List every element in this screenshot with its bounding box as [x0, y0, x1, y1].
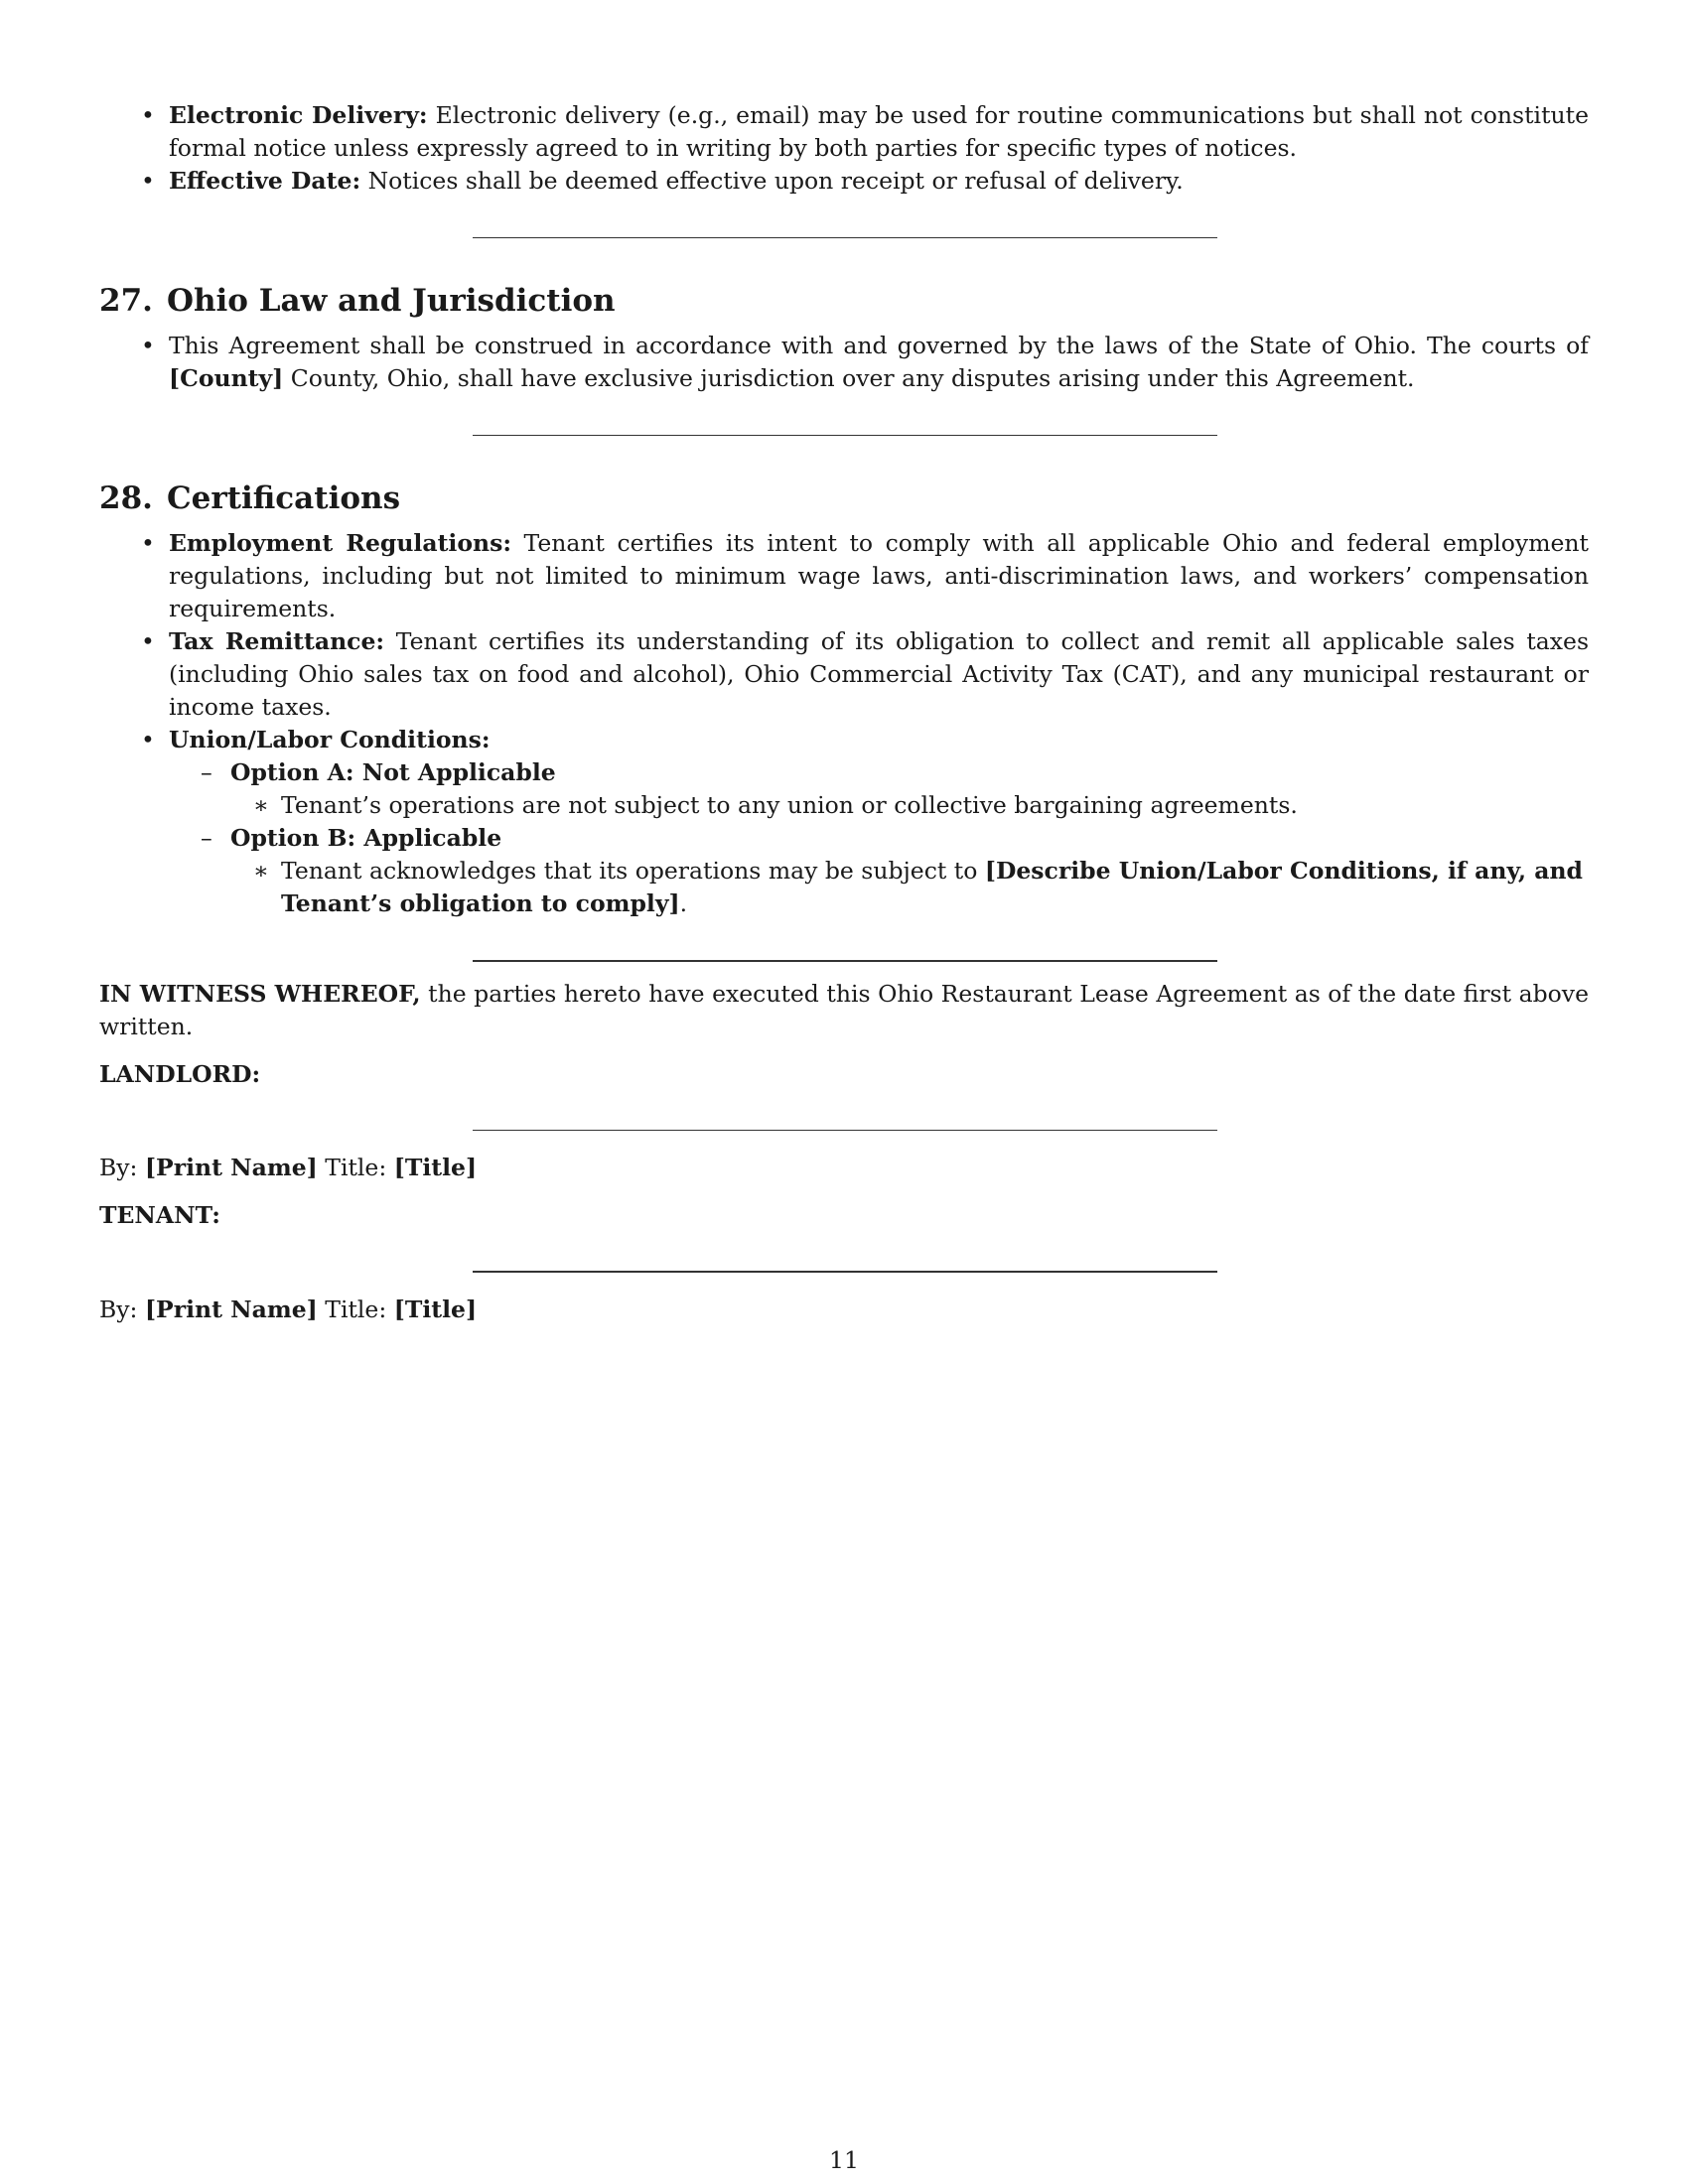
item-text: County, Ohio, shall have exclusive jurisdiction over any disputes arising under this Agreement.: [283, 364, 1415, 392]
county-placeholder: [County]: [169, 364, 284, 392]
item-text: This Agreement shall be construed in accordance with and governed by the laws of the State of Ohio. The courts of: [169, 332, 1589, 359]
option-a-text: ∗ Tenant’s operations are not subject to any union or collective bargaining agreements.: [281, 789, 1589, 822]
landlord-signature-block: [99, 1152, 1589, 1184]
title-placeholder: [Title]: [393, 1154, 478, 1181]
item-label: Electronic Delivery:: [169, 101, 428, 129]
option-b-text: [281, 855, 1589, 920]
item-label: Effective Date:: [169, 167, 361, 195]
print-name-placeholder: [Print Name]: [144, 1154, 318, 1181]
item-text: .: [679, 889, 688, 917]
union-options-list: [169, 756, 1589, 920]
section-27-heading: [99, 281, 1589, 321]
by-label: By:: [99, 1296, 145, 1323]
item-text: Electronic delivery (e.g., email) may be used for routine communications but shall not constitute formal notice unless expressly agreed to in writing by both parties for specific types of notices.: [169, 101, 1590, 162]
list-item-employment: [169, 527, 1589, 625]
tenant-signature-line: [473, 1271, 1217, 1273]
title-label: Title:: [317, 1296, 394, 1323]
list-item-jurisdiction: [169, 330, 1589, 395]
section-title: Ohio Law and Jurisdiction: [166, 283, 616, 319]
option-a: [230, 756, 1589, 822]
section-divider: [473, 237, 1217, 238]
landlord-heading: [99, 1058, 1589, 1091]
union-placeholder: [Describe Union/Labor Conditions, if any, and Tenant’s obligation to comply]: [281, 857, 1583, 917]
item-text: Tenant certifies its understanding of its obligation to collect and remit all applicable sales taxes (including Ohio sales tax on food and alcohol), Ohio Commercial Activity Tax (CAT), and any municipal restaurant or income taxes.: [169, 627, 1590, 721]
list-item-effective-date: [169, 165, 1589, 198]
document-page: [99, 99, 1589, 1326]
list-item-tax: [169, 625, 1589, 724]
section-28-heading: [99, 478, 1589, 518]
page-number: 11: [829, 2146, 859, 2174]
item-label: Union/Labor Conditions:: [169, 726, 491, 753]
section-number: 27.: [99, 283, 153, 319]
option-b-detail: [230, 855, 1589, 920]
section-27-list: [99, 330, 1589, 395]
by-label: By:: [99, 1154, 145, 1181]
landlord-heading-text: LANDLORD:: [99, 1060, 261, 1088]
tenant-heading-text: TENANT:: [99, 1201, 220, 1229]
title-placeholder: [Title]: [393, 1296, 478, 1323]
tenant-heading: [99, 1199, 1589, 1232]
item-label: Tax Remittance:: [169, 627, 385, 655]
witness-paragraph: [99, 978, 1589, 1043]
section-number: 28.: [99, 480, 153, 516]
witness-text: the parties hereto have executed this Ohio Restaurant Lease Agreement as of the date first above written.: [99, 980, 1589, 1040]
section-title: Certifications: [166, 480, 401, 516]
item-text: Tenant acknowledges that its operations may be subject to: [281, 857, 985, 885]
witness-lead: IN WITNESS WHEREOF,: [99, 980, 421, 1008]
print-name-placeholder: [Print Name]: [144, 1296, 318, 1323]
landlord-signature-line: [473, 1130, 1217, 1131]
item-label: Employment Regulations:: [169, 529, 512, 557]
list-item-electronic-delivery: [169, 99, 1589, 165]
option-b: [230, 822, 1589, 920]
notices-list: [99, 99, 1589, 198]
title-label: Title:: [317, 1154, 394, 1181]
section-28-list: [99, 527, 1589, 920]
item-text: Tenant certifies its intent to comply with all applicable Ohio and federal employment regulations, including but not limited to minimum wage laws, anti-discrimination laws, and workers’ compensation requirements.: [169, 529, 1589, 622]
list-item-union: [169, 724, 1589, 920]
option-label: Option B: Applicable: [230, 824, 502, 852]
item-text: Notices shall be deemed effective upon receipt or refusal of delivery.: [360, 167, 1184, 195]
option-a-detail: [230, 789, 1589, 822]
section-divider: [473, 435, 1217, 436]
tenant-signature-block: [99, 1294, 1589, 1326]
section-divider: [473, 960, 1217, 962]
option-label: Option A: Not Applicable: [230, 758, 556, 786]
